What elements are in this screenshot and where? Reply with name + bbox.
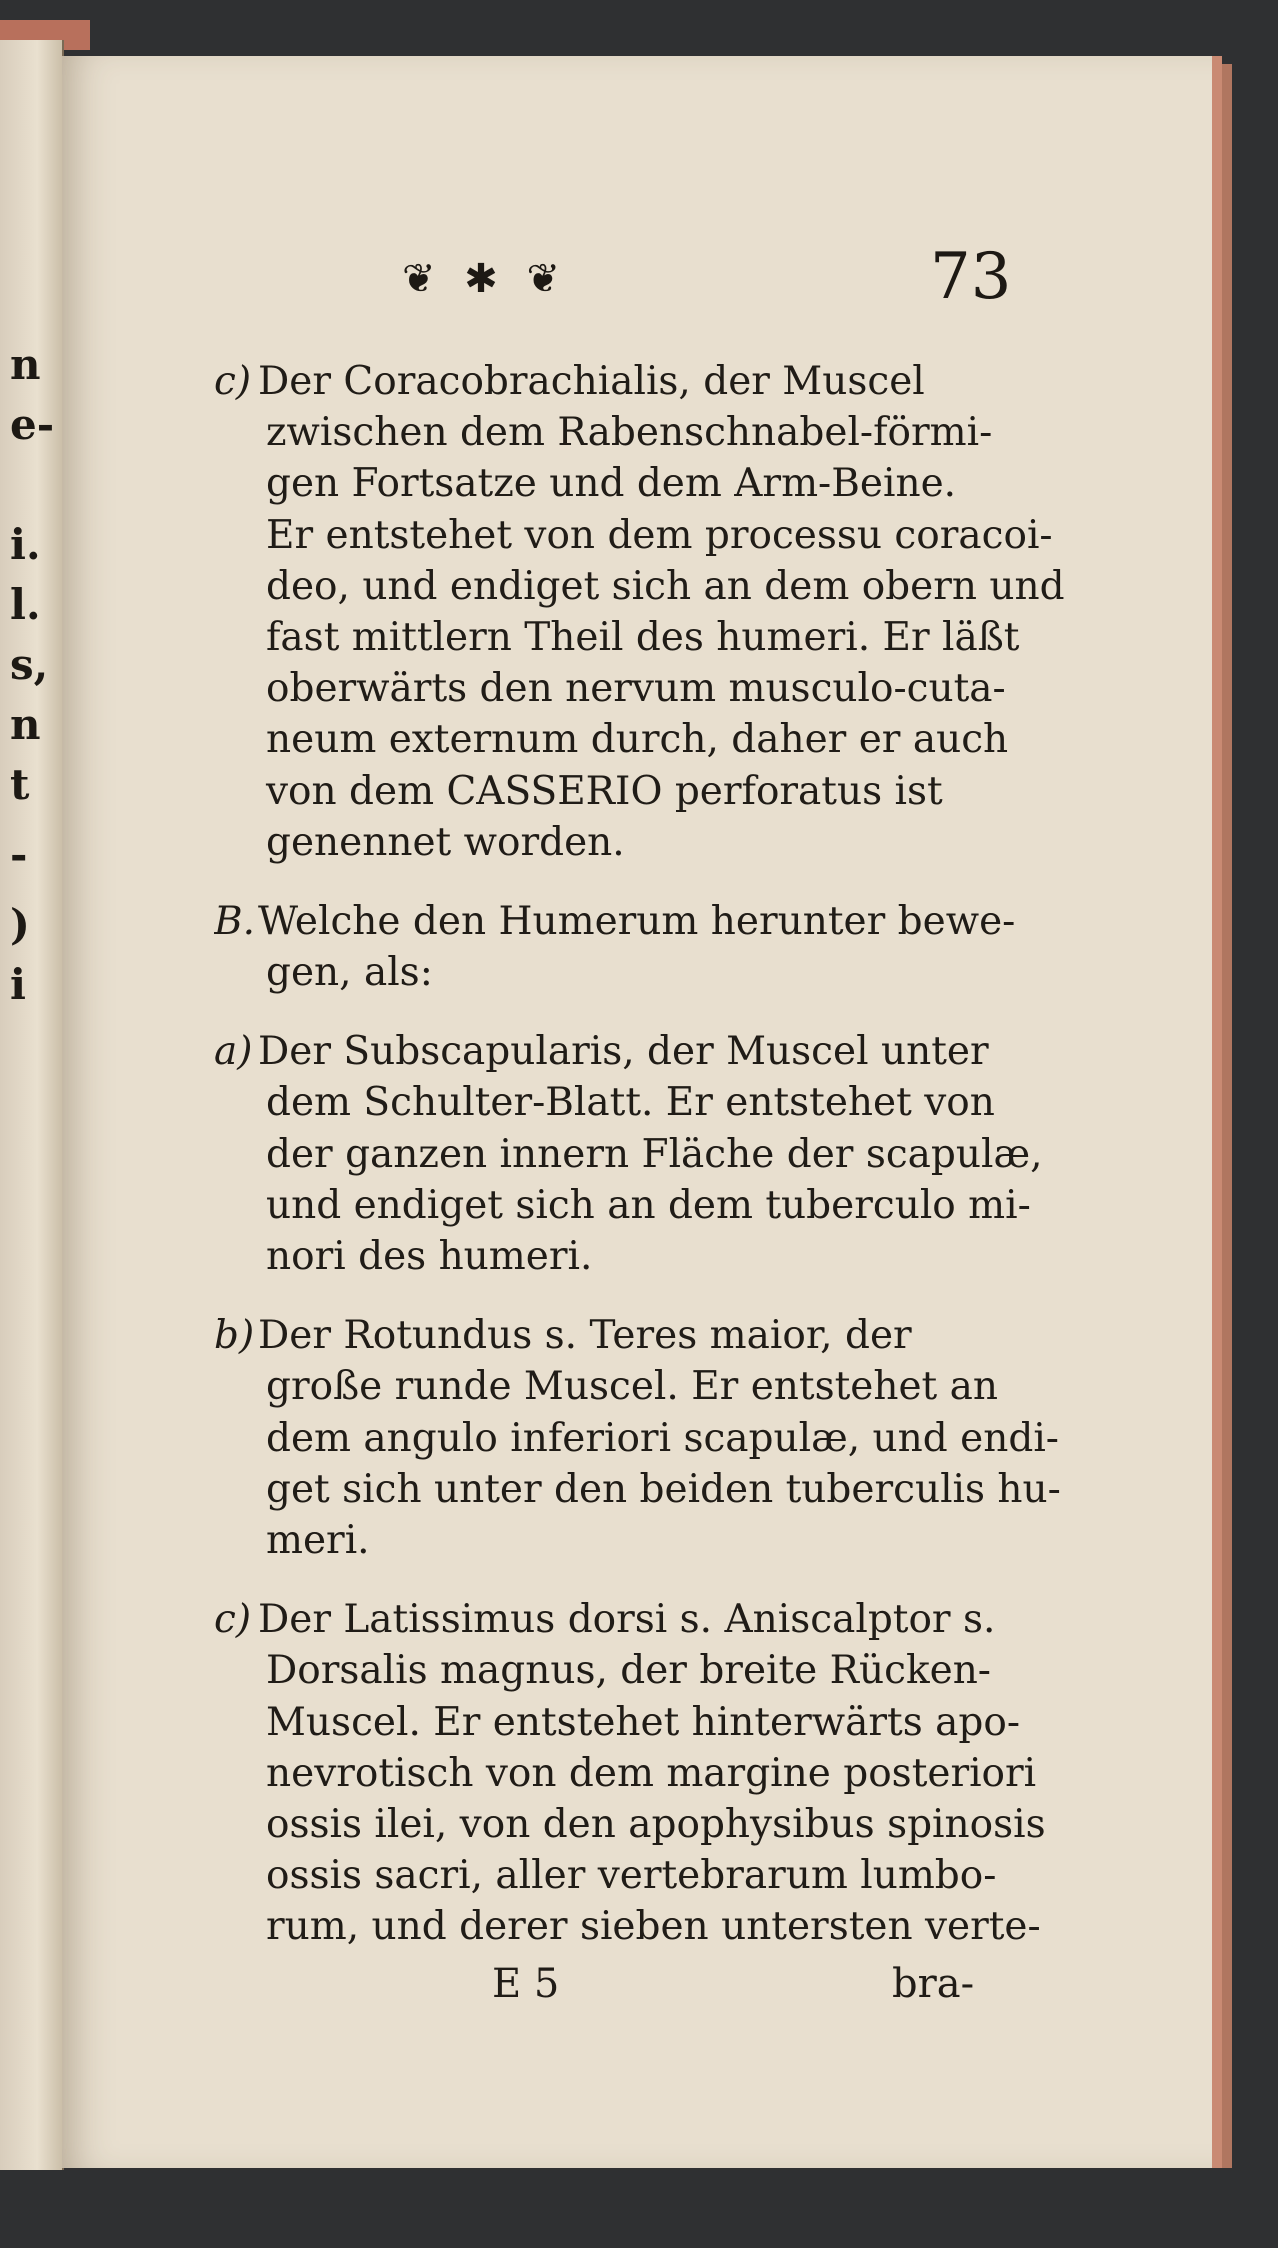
- text-line: [214, 1129, 1074, 1180]
- line-text: Der Latissimus dorsi s. Aniscalptor s.: [258, 1597, 996, 1643]
- page-text: [214, 356, 1074, 1952]
- page-number: 73: [930, 240, 1012, 314]
- line-text: Der Rotundus s. Teres maior, der: [258, 1313, 912, 1359]
- text-line: [214, 817, 1074, 868]
- text-line: [214, 1799, 1074, 1850]
- line-text: gen Fortsatze und dem Arm-Beine.: [266, 461, 957, 507]
- line-text: Der Subscapularis, der Muscel unter: [258, 1029, 989, 1075]
- line-text: Muscel. Er entstehet hinterwärts apo-: [266, 1699, 1021, 1745]
- text-line: [214, 947, 1074, 998]
- text-line: [214, 356, 1074, 407]
- text-line: [214, 1901, 1074, 1952]
- text-line: [214, 1077, 1074, 1128]
- line-text: von dem CASSERIO perforatus ist: [266, 768, 943, 814]
- text-line: [214, 1594, 1074, 1645]
- line-text: Er entstehet von dem processu coracoi-: [266, 512, 1053, 558]
- paragraph-gap: [214, 1282, 1074, 1310]
- text-line: [214, 1464, 1074, 1515]
- text-line: [214, 510, 1074, 561]
- line-text: Dorsalis magnus, der breite Rücken-: [266, 1648, 991, 1694]
- line-text: große runde Muscel. Er entstehet an: [266, 1364, 998, 1410]
- paragraph-gap: [214, 1566, 1074, 1594]
- text-line: [214, 1850, 1074, 1901]
- line-text: oberwärts den nervum musculo-cuta-: [266, 666, 1006, 712]
- left-page-fragment: i.: [10, 520, 41, 569]
- header-ornament: ❦ ✱ ❦: [402, 256, 568, 302]
- text-line: [214, 663, 1074, 714]
- line-text: meri.: [266, 1517, 370, 1563]
- page-header: [62, 194, 1212, 314]
- text-line: [214, 1413, 1074, 1464]
- text-line: [214, 612, 1074, 663]
- text-line: [214, 407, 1074, 458]
- left-page-fragment: t: [10, 760, 30, 809]
- line-text: deo, und endiget sich an dem obern und: [266, 563, 1065, 609]
- line-text: neum externum durch, daher er auch: [266, 717, 1009, 763]
- left-page-fragment: n: [10, 700, 41, 749]
- line-text: ossis sacri, aller vertebrarum lumbo-: [266, 1853, 997, 1899]
- item-marker: a): [214, 1029, 253, 1075]
- text-line: [214, 1310, 1074, 1361]
- line-text: Welche den Humerum herunter bewe-: [258, 898, 1016, 944]
- line-text: get sich unter den beiden tuberculis hu-: [266, 1466, 1061, 1512]
- text-line: [214, 896, 1074, 947]
- left-page-fragment: s,: [10, 640, 49, 689]
- text-line: [214, 1231, 1074, 1282]
- left-page-fragment: i: [10, 960, 26, 1009]
- line-text: Der Coracobrachialis, der Muscel: [258, 359, 925, 404]
- text-line: [214, 1180, 1074, 1231]
- left-page-fragment: n: [10, 340, 41, 389]
- page-edge: [1222, 64, 1232, 2168]
- book-page: [62, 56, 1222, 2168]
- text-line: [214, 714, 1074, 765]
- line-text: und endiget sich an dem tuberculo mi-: [266, 1182, 1031, 1228]
- item-marker: c): [214, 1597, 252, 1643]
- text-line: [214, 1026, 1074, 1077]
- signature-mark: E 5: [492, 1961, 560, 2007]
- page-footer: [62, 1961, 1212, 2021]
- text-line: [214, 1361, 1074, 1412]
- left-page-fragment: -: [10, 830, 28, 879]
- line-text: der ganzen innern Fläche der scapulæ,: [266, 1131, 1043, 1177]
- line-text: dem angulo inferiori scapulæ, und endi-: [266, 1415, 1059, 1461]
- line-text: rum, und derer sieben untersten verte-: [266, 1904, 1041, 1950]
- line-text: dem Schulter-Blatt. Er entstehet von: [266, 1080, 995, 1126]
- item-marker: b): [214, 1313, 255, 1359]
- paragraph-gap: [214, 998, 1074, 1026]
- line-text: genennet worden.: [266, 819, 625, 865]
- text-line: [214, 1645, 1074, 1696]
- item-marker: B.: [214, 898, 256, 944]
- catchword: bra-: [892, 1961, 975, 2007]
- text-line: [214, 1697, 1074, 1748]
- left-page-fragment: e-: [10, 400, 55, 449]
- left-page-fragment: ): [10, 900, 30, 949]
- left-page-fragment: l.: [10, 580, 41, 629]
- line-text: nevrotisch von dem margine posteriori: [266, 1750, 1037, 1796]
- line-text: nori des humeri.: [266, 1234, 593, 1279]
- item-marker: c): [214, 359, 252, 404]
- text-line: [214, 458, 1074, 509]
- line-text: ossis ilei, von den apophysibus spinosis: [266, 1801, 1046, 1847]
- line-text: fast mittlern Theil des humeri. Er läßt: [266, 614, 1020, 660]
- text-line: [214, 1515, 1074, 1566]
- left-page-edge: [0, 40, 64, 2170]
- text-line: [214, 1748, 1074, 1799]
- paragraph-gap: [214, 868, 1074, 896]
- line-text: gen, als:: [266, 950, 433, 996]
- text-line: [214, 561, 1074, 612]
- text-line: [214, 766, 1074, 817]
- line-text: zwischen dem Rabenschnabel-förmi-: [266, 410, 993, 456]
